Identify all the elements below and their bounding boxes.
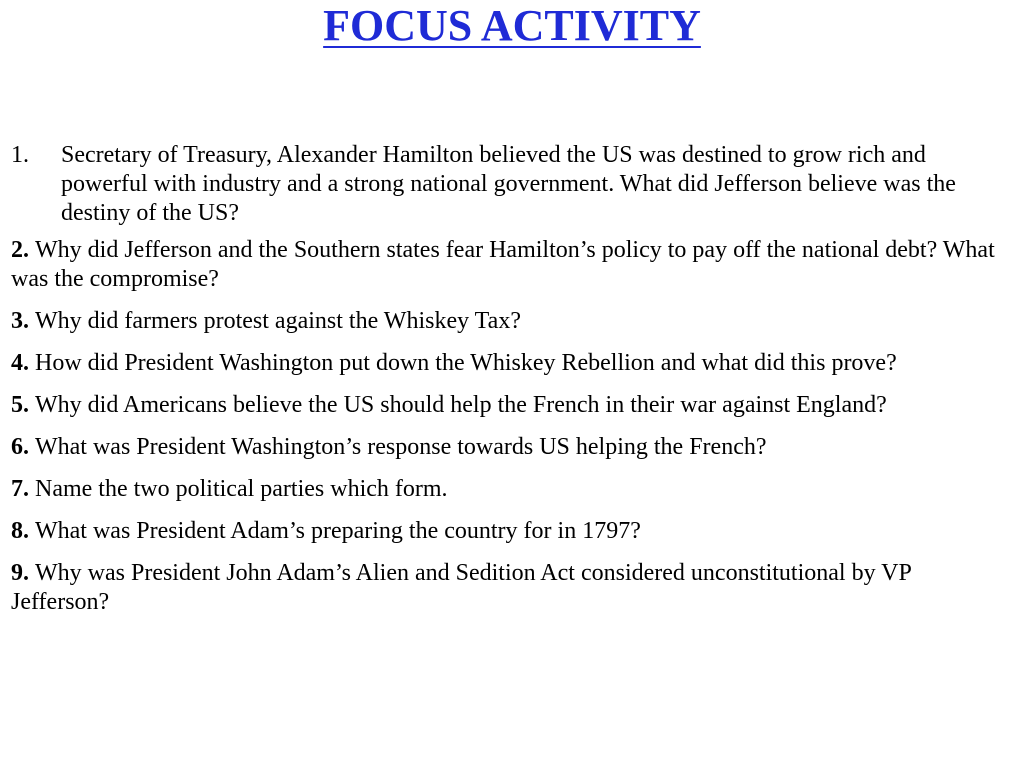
question-number: 7. [11,476,35,502]
question-number: 5. [11,392,35,418]
question-number: 1. [11,142,29,168]
question-7 [11,475,1011,504]
question-text: How did President Washington put down the Whiskey Rebellion and what did this prove? [35,350,897,376]
question-text: Why did Jefferson and the Southern states fear Hamilton’s policy to pay off the national debt? What was the compromise? [11,237,995,292]
question-text: Why did Americans believe the US should help the French in their war against England? [35,392,887,418]
question-text: Secretary of Treasury, Alexander Hamilton believed the US was destined to grow rich and powerful with industry and a strong national government. What did Jefferson believe was the destiny of the US? [61,142,956,226]
question-text: Why was President John Adam’s Alien and Sedition Act considered unconstitutional by VP Jefferson? [11,560,911,615]
question-4 [11,349,1011,378]
question-5 [11,391,1011,420]
question-text: Why did farmers protest against the Whiskey Tax? [35,308,521,334]
question-text: What was President Adam’s preparing the country for in 1797? [35,518,641,544]
question-number: 8. [11,518,35,544]
question-number: 2. [11,237,35,263]
question-number: 3. [11,308,35,334]
question-3 [11,307,1011,336]
question-8 [11,517,1011,546]
slide-title: FOCUS ACTIVITY [323,1,701,50]
question-2 [11,236,1011,294]
question-1 [11,141,1011,228]
question-number: 4. [11,350,35,376]
question-9 [11,559,1011,617]
question-number: 6. [11,434,35,460]
question-number: 9. [11,560,35,586]
question-text: What was President Washington’s response towards US helping the French? [35,434,767,460]
question-text: Name the two political parties which form. [35,476,448,502]
question-list [11,141,1011,630]
question-6 [11,433,1011,462]
